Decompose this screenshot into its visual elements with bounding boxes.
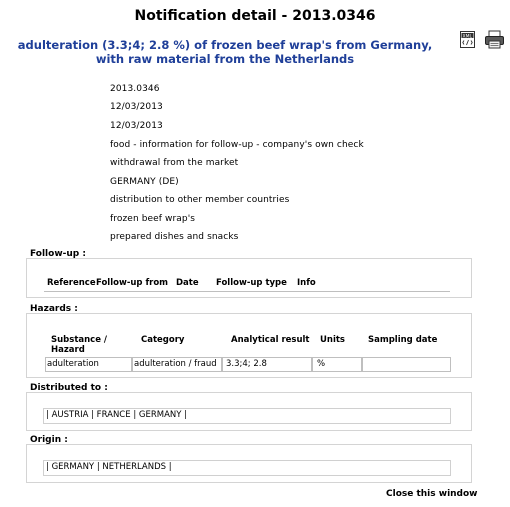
- field-value: prepared dishes and snacks: [110, 232, 239, 242]
- hazard-result: 3.3;4; 2.8: [226, 359, 267, 369]
- origin-countries: | GERMANY | NETHERLANDS |: [46, 462, 172, 472]
- page-title: Notification detail - 2013.0346: [134, 8, 376, 24]
- notification-subject: adulteration (3.3;4; 2.8 %) of frozen beef wrap's from Germany, with raw material from the Netherlands: [17, 38, 433, 66]
- followup-col-from: Follow-up from: [96, 278, 169, 288]
- close-window-link[interactable]: Close this window: [386, 489, 478, 499]
- origin-section-label: Origin :: [30, 435, 68, 445]
- distributed-section-label: Distributed to :: [30, 383, 108, 393]
- hazards-col-substance-line2: Hazard: [51, 345, 85, 355]
- hazard-substance: adulteration: [47, 359, 99, 369]
- followup-col-info: Info: [297, 278, 316, 288]
- hazard-units: %: [317, 359, 326, 369]
- xml-export-icon[interactable]: [458, 30, 478, 50]
- printer-icon[interactable]: [484, 30, 504, 50]
- hazards-col-sampling-date: Sampling date: [368, 335, 438, 345]
- distributed-countries: | AUSTRIA | FRANCE | GERMANY |: [46, 410, 188, 420]
- hazards-col-category: Category: [141, 335, 185, 345]
- hazards-col-units: Units: [320, 335, 345, 345]
- field-value: food - information for follow-up - company's own check: [110, 140, 364, 150]
- field-value: frozen beef wrap's: [110, 214, 196, 224]
- field-value: GERMANY (DE): [110, 177, 179, 187]
- followup-col-date: Date: [176, 278, 199, 288]
- hazards-col-substance: [51, 335, 107, 355]
- field-value: 12/03/2013: [110, 102, 163, 112]
- field-value: 12/03/2013: [110, 121, 163, 131]
- followup-col-reference: Reference: [47, 278, 96, 288]
- hazards-col-substance-line1: Substance /: [51, 335, 108, 345]
- followup-divider: [44, 291, 450, 292]
- field-value: withdrawal from the market: [110, 158, 239, 168]
- hazard-category: adulteration / fraud: [134, 359, 217, 369]
- svg-text:XML: XML: [462, 34, 472, 40]
- hazards-col-result: Analytical result: [231, 335, 310, 345]
- followup-col-type: Follow-up type: [216, 278, 287, 288]
- field-value: 2013.0346: [110, 84, 160, 94]
- hazards-section-label: Hazards :: [30, 304, 78, 314]
- followup-section-label: Follow-up :: [30, 249, 86, 259]
- hazard-cell-sampling: [361, 357, 451, 372]
- field-value: distribution to other member countries: [110, 195, 290, 205]
